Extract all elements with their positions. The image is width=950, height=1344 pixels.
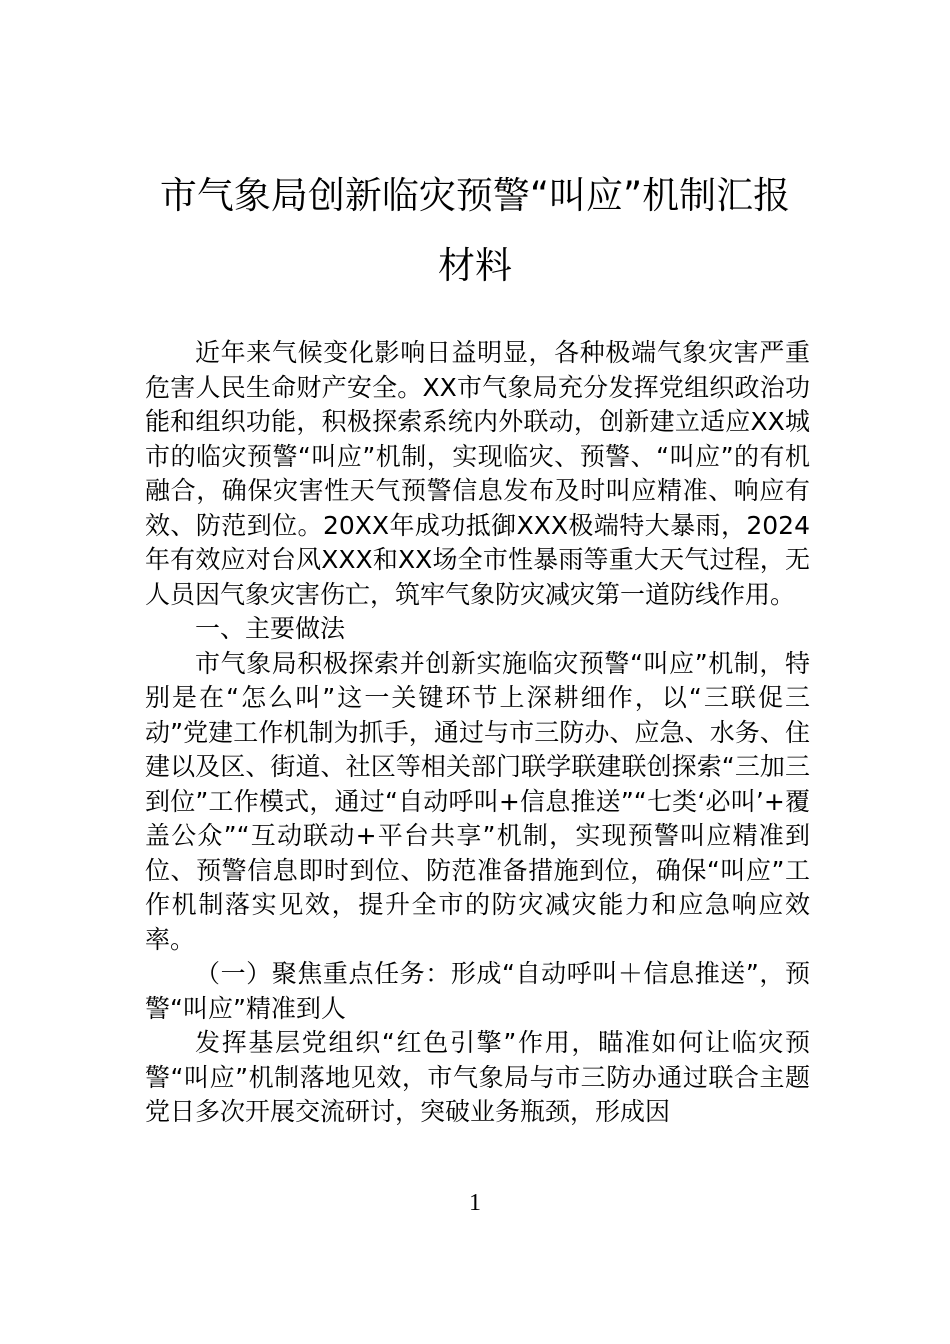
document-title-line1: 市气象局创新临灾预警“叫应”机制汇报 bbox=[159, 174, 791, 217]
paragraph-main-practices: 市气象局积极探索并创新实施临灾预警“叫应”机制，特别是在“怎么叫”这一关键环节上深耕细作，以“三联促三动”党建工作机制为抓手，通过与市三防办、应急、水务、住建以及区、街道、社区等相关部门联学联建联创探索“三加三到位”工作模式，通过“自动呼叫+信息推送”“七类‘必叫’+覆盖公众”“互动联动+平台共享”机制，实现预警叫应精准到位、预警信息即时到位、防范准备措施到位，确保“叫应”工作机制落实见效，提升全市的防灾减灾能力和应急响应效率。 bbox=[145, 648, 810, 954]
subsection-heading-1: （一）聚焦重点任务：形成“自动呼叫＋信息推送”，预警“叫应”精准到人 bbox=[145, 959, 810, 1023]
paragraph-subsection-1: 发挥基层党组织“红色引擎”作用，瞄准如何让临灾预警“叫应”机制落地见效，市气象局与市三防办通过联合主题党日多次开展交流研讨，突破业务瓶颈，形成因 bbox=[145, 1028, 810, 1126]
section-heading-main-practices: 一、主要做法 bbox=[195, 614, 346, 643]
document-body bbox=[145, 336, 810, 1130]
document-title-line2: 材料 bbox=[438, 244, 512, 287]
paragraph-intro: 近年来气候变化影响日益明显，各种极端气象灾害严重危害人民生命财产安全。XX市气象局充分发挥党组织政治功能和组织功能，积极探索系统内外联动，创新建立适应XX城市的临灾预警“叫应”机制，实现临灾、预警、“叫应”的有机融合，确保灾害性天气预警信息发布及时叫应精准、响应有效、防范到位。20XX年成功抵御XXX极端特大暴雨，2024年有效应对台风XXX和XX场全市性暴雨等重大天气过程，无人员因气象灾害伤亡，筑牢气象防灾减灾第一道防线作用。 bbox=[145, 338, 810, 609]
page-number: 1 bbox=[469, 1190, 481, 1216]
